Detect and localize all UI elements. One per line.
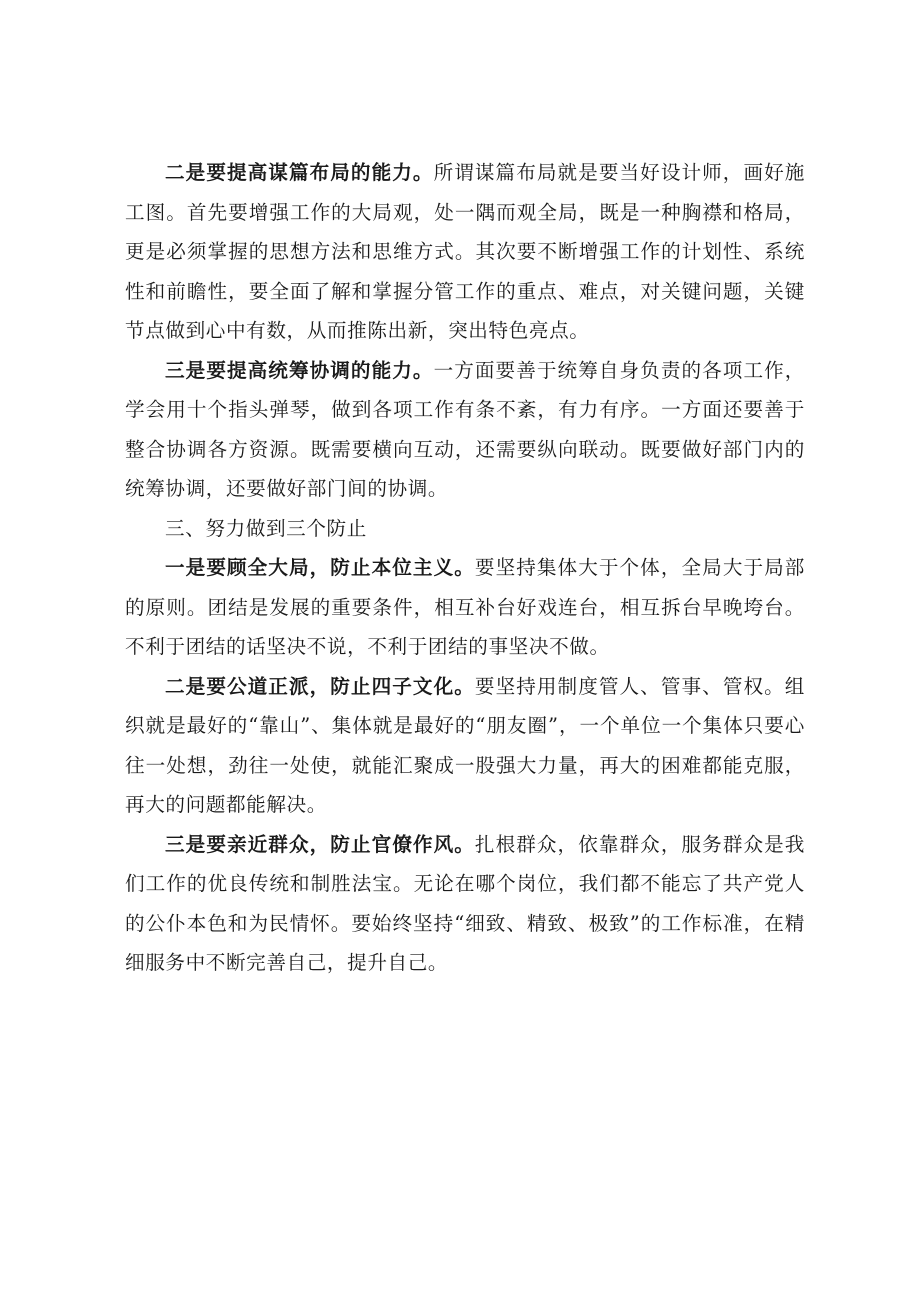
paragraph-planning-ability <box>125 153 805 351</box>
paragraph-body: 所谓谋篇布局就是要当好设计师，画好施工图。首先要增强工作的大局观，处一隅而观全局，既是一种胸襟和格局，更是必须掌握的思想方法和思维方式。其次要不断增强工作的计划性、系统性和前瞻性，要全面了解和掌握分管工作的重点、难点，对关键问题，关键节点做到心中有数，从而推陈出新，突出特色亮点。 <box>125 161 805 342</box>
paragraph-body: 扎根群众，依靠群众，服务群众是我们工作的优良传统和制胜法宝。无论在哪个岗位，我们都不能忘了共产党人的公仆本色和为民情怀。要始终坚持“细致、精致、极致”的工作标准，在精细服务中不断完善自己，提升自己。 <box>125 832 805 974</box>
paragraph-overall-situation <box>125 548 805 667</box>
paragraph-lead: 三是要提高统筹协调的能力。 <box>165 358 434 382</box>
paragraph-coordination-ability <box>125 351 805 509</box>
paragraph-body: 一方面要善于统筹自身负责的各项工作，学会用十个指头弹琴，做到各项工作有条不紊，有力有序。一方面还要善于整合协调各方资源。既需要横向互动，还需要纵向联动。既要做好部门内的统筹协调，还要做好部门间的协调。 <box>125 358 805 500</box>
paragraph-body: 要坚持集体大于个体，全局大于局部的原则。团结是发展的重要条件，相互补台好戏连台，相互拆台早晚垮台。不利于团结的话坚决不说，不利于团结的事坚决不做。 <box>125 556 805 658</box>
paragraph-lead: 三是要亲近群众，防止官僚作风。 <box>165 832 475 856</box>
paragraph-body: 要坚持用制度管人、管事、管权。组织就是最好的“靠山”、集体就是最好的“朋友圈”，一个单位一个集体只要心往一处想，劲往一处使，就能汇聚成一股强大力量，再大的困难都能克服，再大的问题都能解决。 <box>125 674 805 816</box>
document-body <box>125 153 805 983</box>
paragraph-integrity <box>125 667 805 825</box>
paragraph-close-to-masses <box>125 825 805 983</box>
paragraph-lead: 二是要公道正派，防止四子文化。 <box>165 674 475 698</box>
section-heading: 三、努力做到三个防止 <box>165 516 367 540</box>
paragraph-lead: 一是要顾全大局，防止本位主义。 <box>165 556 475 579</box>
paragraph-lead: 二是要提高谋篇布局的能力。 <box>165 161 434 184</box>
